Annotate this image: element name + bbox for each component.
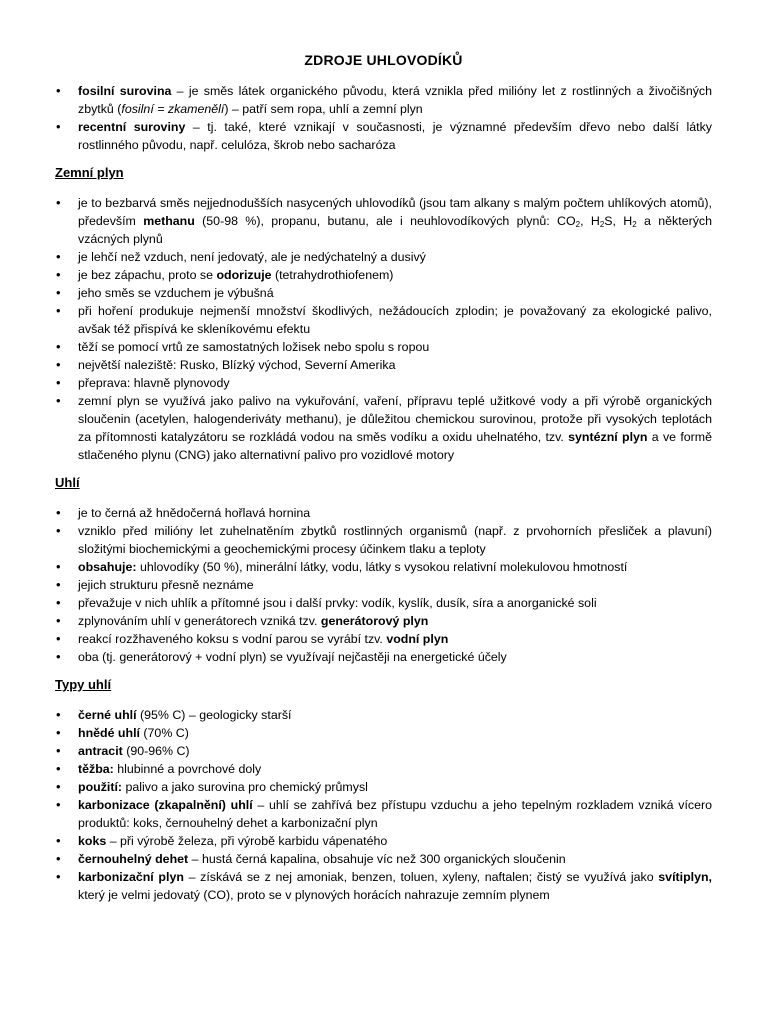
section-heading-gas: Zemní plyn	[55, 165, 124, 180]
list-item: • je to černá až hnědočerná hořlavá hornina	[55, 504, 712, 522]
intro-list	[55, 82, 712, 154]
list-item: • koks – při výrobě železa, při výrobě karbidu vápenatého	[55, 832, 712, 850]
list-item: • největší naleziště: Rusko, Blízký východ, Severní Amerika	[55, 356, 712, 374]
list-item: • karbonizace (zkapalnění) uhlí – uhlí se zahřívá bez přístupu vzduchu a jeho tepelným rozkladem vzniká vícero produktů: koks, černouhelný dehet a karbonizační plyn	[55, 796, 712, 832]
list-item: • přeprava: hlavně plynovody	[55, 374, 712, 392]
list-item: • jeho směs se vzduchem je výbušná	[55, 284, 712, 302]
list-item: • oba (tj. generátorový + vodní plyn) se využívají nejčastěji na energetické účely	[55, 648, 712, 666]
list-item: • jejich strukturu přesně neznáme	[55, 576, 712, 594]
list-item: • je bez zápachu, proto se odorizuje (tetrahydrothiofenem)	[55, 266, 712, 284]
list-item: • hnědé uhlí (70% C)	[55, 724, 712, 742]
list-item: • obsahuje: uhlovodíky (50 %), minerální látky, vodu, látky s vysokou relativní molekulovou hmotností	[55, 558, 712, 576]
coal-list	[55, 504, 712, 666]
page-title: ZDROJE UHLOVODÍKŮ	[304, 52, 463, 68]
list-item: • zplynováním uhlí v generátorech vzniká tzv. generátorový plyn	[55, 612, 712, 630]
list-item: • antracit (90-96% C)	[55, 742, 712, 760]
list-item: • vzniklo před milióny let zuhelnatěním zbytků rostlinných organismů (např. z prvohorních přesliček a plavuní) složitými biochemickými a geochemickými procesy účinkem tlaku a teploty	[55, 522, 712, 558]
list-item: • při hoření produkuje nejmenší množství škodlivých, nežádoucích zplodin; je považovaný za ekologické palivo, avšak též přispívá ke skleníkovému efektu	[55, 302, 712, 338]
section-heading-coal-types: Typy uhlí	[55, 677, 112, 692]
list-item: • těží se pomocí vrtů ze samostatných ložisek nebo spolu s ropou	[55, 338, 712, 356]
list-item: • těžba: hlubinné a povrchové doly	[55, 760, 712, 778]
list-item: • zemní plyn se využívá jako palivo na vykuřování, vaření, přípravu teplé užitkové vody a při výrobě organických sloučenin (acetylen, halogenderiváty methanu), je důležitou chemickou surovinou, protože při vysokých teplotách za přítomnosti katalyzátoru se rozkládá vodou na směs vodíku a oxidu uhelnatého, tzv. syntézní plyn a ve formě stlačeného plynu (CNG) jako alternativní palivo pro vozidlové motory	[55, 392, 712, 464]
coal-types-list	[55, 706, 712, 904]
list-item: • černé uhlí (95% C) – geologicky starší	[55, 706, 712, 724]
gas-list	[55, 194, 712, 464]
list-item: • fosilní surovina – je směs látek organického původu, která vznikla před milióny let z rostlinných a živočišných zbytků (fosilní = zkamenělí) – patří sem ropa, uhlí a zemní plyn	[55, 82, 712, 118]
list-item: • je to bezbarvá směs nejjednodušších nasycených uhlovodíků (jsou tam alkany s malým počtem uhlíkových atomů), především methanu (50-98 %), propanu, butanu, ale i neuhlovodíkových plynů: $CO_2$, $H_2S$, $H_2$ a některých vzácných plynů	[55, 194, 712, 248]
list-item: • černouhelný dehet – hustá černá kapalina, obsahuje víc než 300 organických sloučenin	[55, 850, 712, 868]
section-heading-coal: Uhlí	[55, 475, 80, 490]
list-item: • reakcí rozžhaveného koksu s vodní parou se vyrábí tzv. vodní plyn	[55, 630, 712, 648]
list-item: • převažuje v nich uhlík a přítomné jsou i další prvky: vodík, kyslík, dusík, síra a anorganické soli	[55, 594, 712, 612]
list-item: • použití: palivo a jako surovina pro chemický průmysl	[55, 778, 712, 796]
list-item: • karbonizační plyn – získává se z nej amoniak, benzen, toluen, xyleny, naftalen; čistý se využívá jako svítiplyn, který je velmi jedovatý (CO), proto se v plynových horácích nahrazuje zemním plynem	[55, 868, 712, 904]
list-item: • recentní suroviny – tj. také, které vznikají v současnosti, je významné především dřevo nebo další látky rostlinného původu, např. celulóza, škrob nebo sacharóza	[55, 118, 712, 154]
list-item: • je lehčí než vzduch, není jedovatý, ale je nedýchatelný a dusivý	[55, 248, 712, 266]
